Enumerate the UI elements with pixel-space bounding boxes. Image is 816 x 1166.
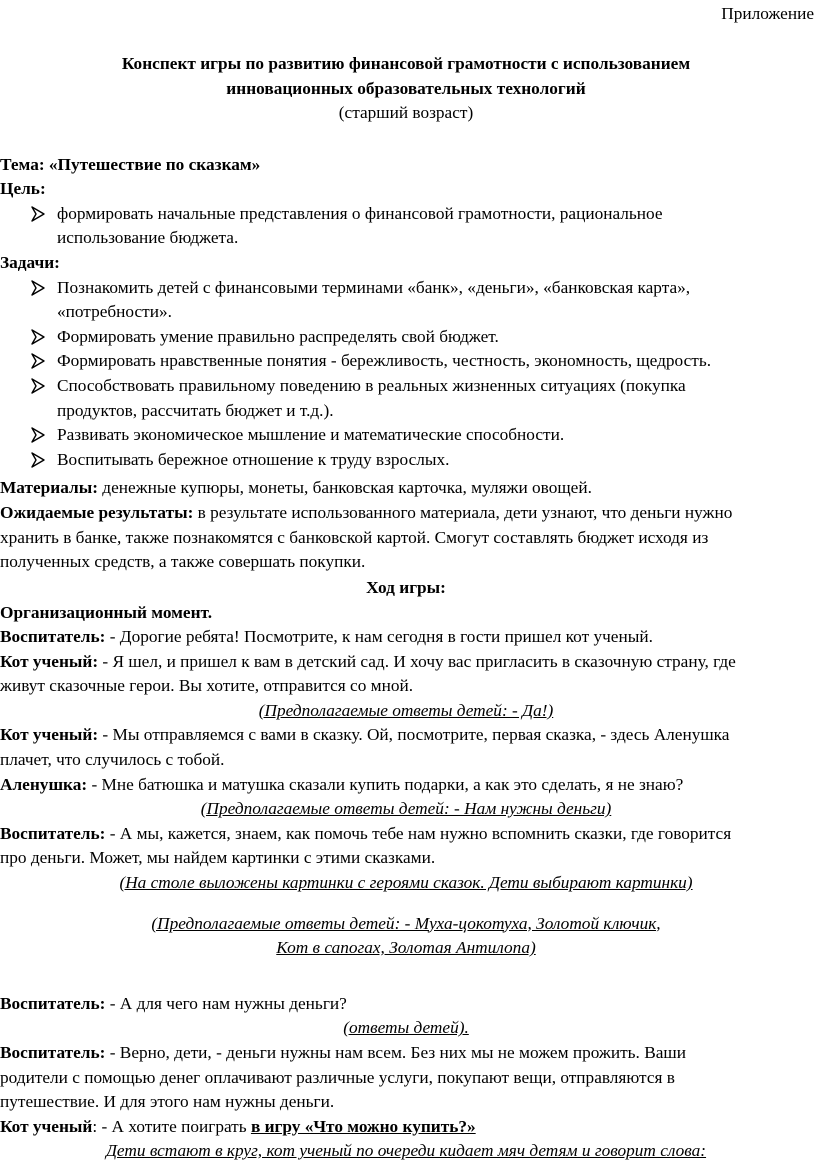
topic-line (0, 153, 812, 178)
course-section (0, 576, 812, 625)
dialog-line: живут сказочные герои. Вы хотите, отправится со мной. (0, 676, 414, 696)
dialog-line: плачет, что случилось с тобой. (0, 749, 225, 769)
task-item (0, 374, 812, 423)
title-age: (старший возраст) (338, 103, 474, 123)
document-title (0, 52, 812, 126)
dialog-line: путешествие. И для этого нам нужны деньги. (0, 1092, 335, 1112)
speaker-text: - А мы, кажется, знаем, как помочь тебе нам нужно вспомнить сказки, где говорится (105, 823, 732, 843)
speaker-text: : - А хотите поиграть (92, 1116, 251, 1136)
materials-para (0, 476, 812, 501)
expected-answer: (Предполагаемые ответы детей: - Нам нужны деньги) (200, 799, 612, 819)
dialog-line: родители с помощью денег оплачивают различные услуги, покупают вещи, отправляются в (0, 1067, 675, 1087)
task-item (0, 423, 812, 448)
dialog-line (0, 1115, 812, 1140)
task-item-line: Развивать экономическое мышление и математические способности. (57, 425, 565, 445)
speaker-label: Воспитатель: (0, 1042, 106, 1062)
speaker-text: - Дорогие ребята! Посмотрите, к нам сегодня в гости пришел кот ученый. (105, 627, 653, 646)
results-line-3: полученных средств, а также совершать покупки. (0, 552, 366, 572)
title-line-2: инновационных образовательных технологий (226, 78, 586, 98)
task-item-line: Познакомить детей с финансовыми терминами «банк», «деньги», «банковская карта», (57, 277, 691, 297)
results-label: Ожидаемые результаты: (0, 503, 194, 522)
speaker-label: Кот ученый: (0, 725, 99, 745)
speaker-text: - Мы отправляемся с вами в сказку. Ой, посмотрите, первая сказка, - здесь Аленушка (98, 725, 730, 745)
results-line-2: хранить в банке, также познакомятся с банковской картой. Смогут составлять бюджет исходя из (0, 527, 709, 547)
stage-direction: Дети встают в круг, кот ученый по очереди кидает мяч детям и говорит слова: (105, 1141, 707, 1161)
stage-direction: (На столе выложены картинки с героями сказок. Дети выбирают картинки) (119, 872, 693, 892)
course-heading: Ход игры: (366, 578, 446, 597)
dialog-line (0, 723, 812, 748)
goal-section (0, 177, 812, 251)
goal-item-line-1: формировать начальные представления о финансовой грамотности, рациональное (57, 203, 663, 223)
materials-label: Материалы: (0, 478, 98, 497)
goal-list (0, 202, 812, 251)
speaker-text: - Мне батюшка и матушка сказали купить подарки, а как это сделать, я не знаю? (87, 774, 684, 794)
materials-text: денежные купюры, монеты, банковская карточка, муляжи овощей. (97, 478, 592, 497)
tasks-list (0, 276, 812, 473)
dialog-line (0, 625, 812, 650)
game-title: в игру «Что можно купить?» (250, 1116, 476, 1136)
dialog-line (0, 773, 812, 798)
speaker-label: Воспитатель: (0, 993, 106, 1013)
org-moment: Организационный момент. (0, 602, 213, 622)
speaker-text: - А для чего нам нужны деньги? (105, 993, 347, 1013)
dialog-section (0, 625, 812, 1164)
arrow-bullet-icon (30, 276, 48, 300)
dialog-line (0, 650, 812, 675)
topic-label: Тема: «Путешествие по сказкам» (0, 155, 261, 174)
results-text: в результате использованного материала, дети узнают, что деньги нужно (193, 503, 733, 522)
speaker-text: - Верно, дети, - деньги нужны нам всем. Без них мы не можем прожить. Ваши (105, 1042, 686, 1062)
task-item (0, 448, 812, 473)
tasks-section (0, 251, 812, 472)
arrow-bullet-icon (30, 202, 48, 226)
task-item-line: Воспитывать бережное отношение к труду взрослых. (57, 449, 450, 469)
arrow-bullet-icon (30, 423, 48, 447)
task-item-line: продуктов, рассчитать бюджет и т.д.). (57, 400, 334, 420)
results-para (0, 501, 812, 575)
speaker-text: - Я шел, и пришел к вам в детский сад. И хочу вас пригласить в сказочную страну, где (98, 651, 736, 671)
speaker-label: Воспитатель: (0, 627, 106, 646)
expected-answer: (Предполагаемые ответы детей: - Да!) (258, 700, 554, 720)
dialog-line: про деньги. Может, мы найдем картинки с этими сказками. (0, 848, 436, 868)
title-line-1: Конспект игры по развитию финансовой грамотности с использованием (121, 54, 691, 73)
speaker-label: Кот ученый: (0, 651, 99, 671)
speaker-label: Кот ученый (0, 1116, 93, 1136)
expected-answer: Кот в сапогах, Золотая Антилопа) (276, 938, 536, 958)
task-item-line: «потребности». (57, 302, 172, 322)
dialog-line (0, 822, 812, 847)
speaker-label: Воспитатель: (0, 823, 106, 843)
tasks-label: Задачи: (0, 253, 60, 272)
goal-item-line-2: использование бюджета. (57, 228, 239, 248)
speaker-label: Аленушка: (0, 774, 88, 794)
task-item-line: Формировать нравственные понятия - бережливость, честность, экономность, щедрость. (57, 351, 712, 371)
appendix-label: Приложение (721, 4, 814, 23)
dialog-line (0, 992, 812, 1017)
task-item (0, 349, 812, 374)
task-item (0, 325, 812, 350)
arrow-bullet-icon (30, 325, 48, 349)
goal-item (0, 202, 812, 251)
arrow-bullet-icon (30, 448, 48, 472)
dialog-line (0, 1041, 812, 1066)
task-item-line: Формировать умение правильно распределять свой бюджет. (57, 326, 499, 346)
goal-label: Цель: (0, 179, 46, 198)
task-item-line: Способствовать правильному поведению в реальных жизненных ситуациях (покупка (57, 375, 686, 395)
arrow-bullet-icon (30, 374, 48, 398)
expected-answer: (Предполагаемые ответы детей: - Муха-цокотуха, Золотой ключик, (151, 913, 661, 933)
task-item (0, 276, 812, 325)
arrow-bullet-icon (30, 349, 48, 373)
expected-answer: (ответы детей). (343, 1018, 469, 1038)
